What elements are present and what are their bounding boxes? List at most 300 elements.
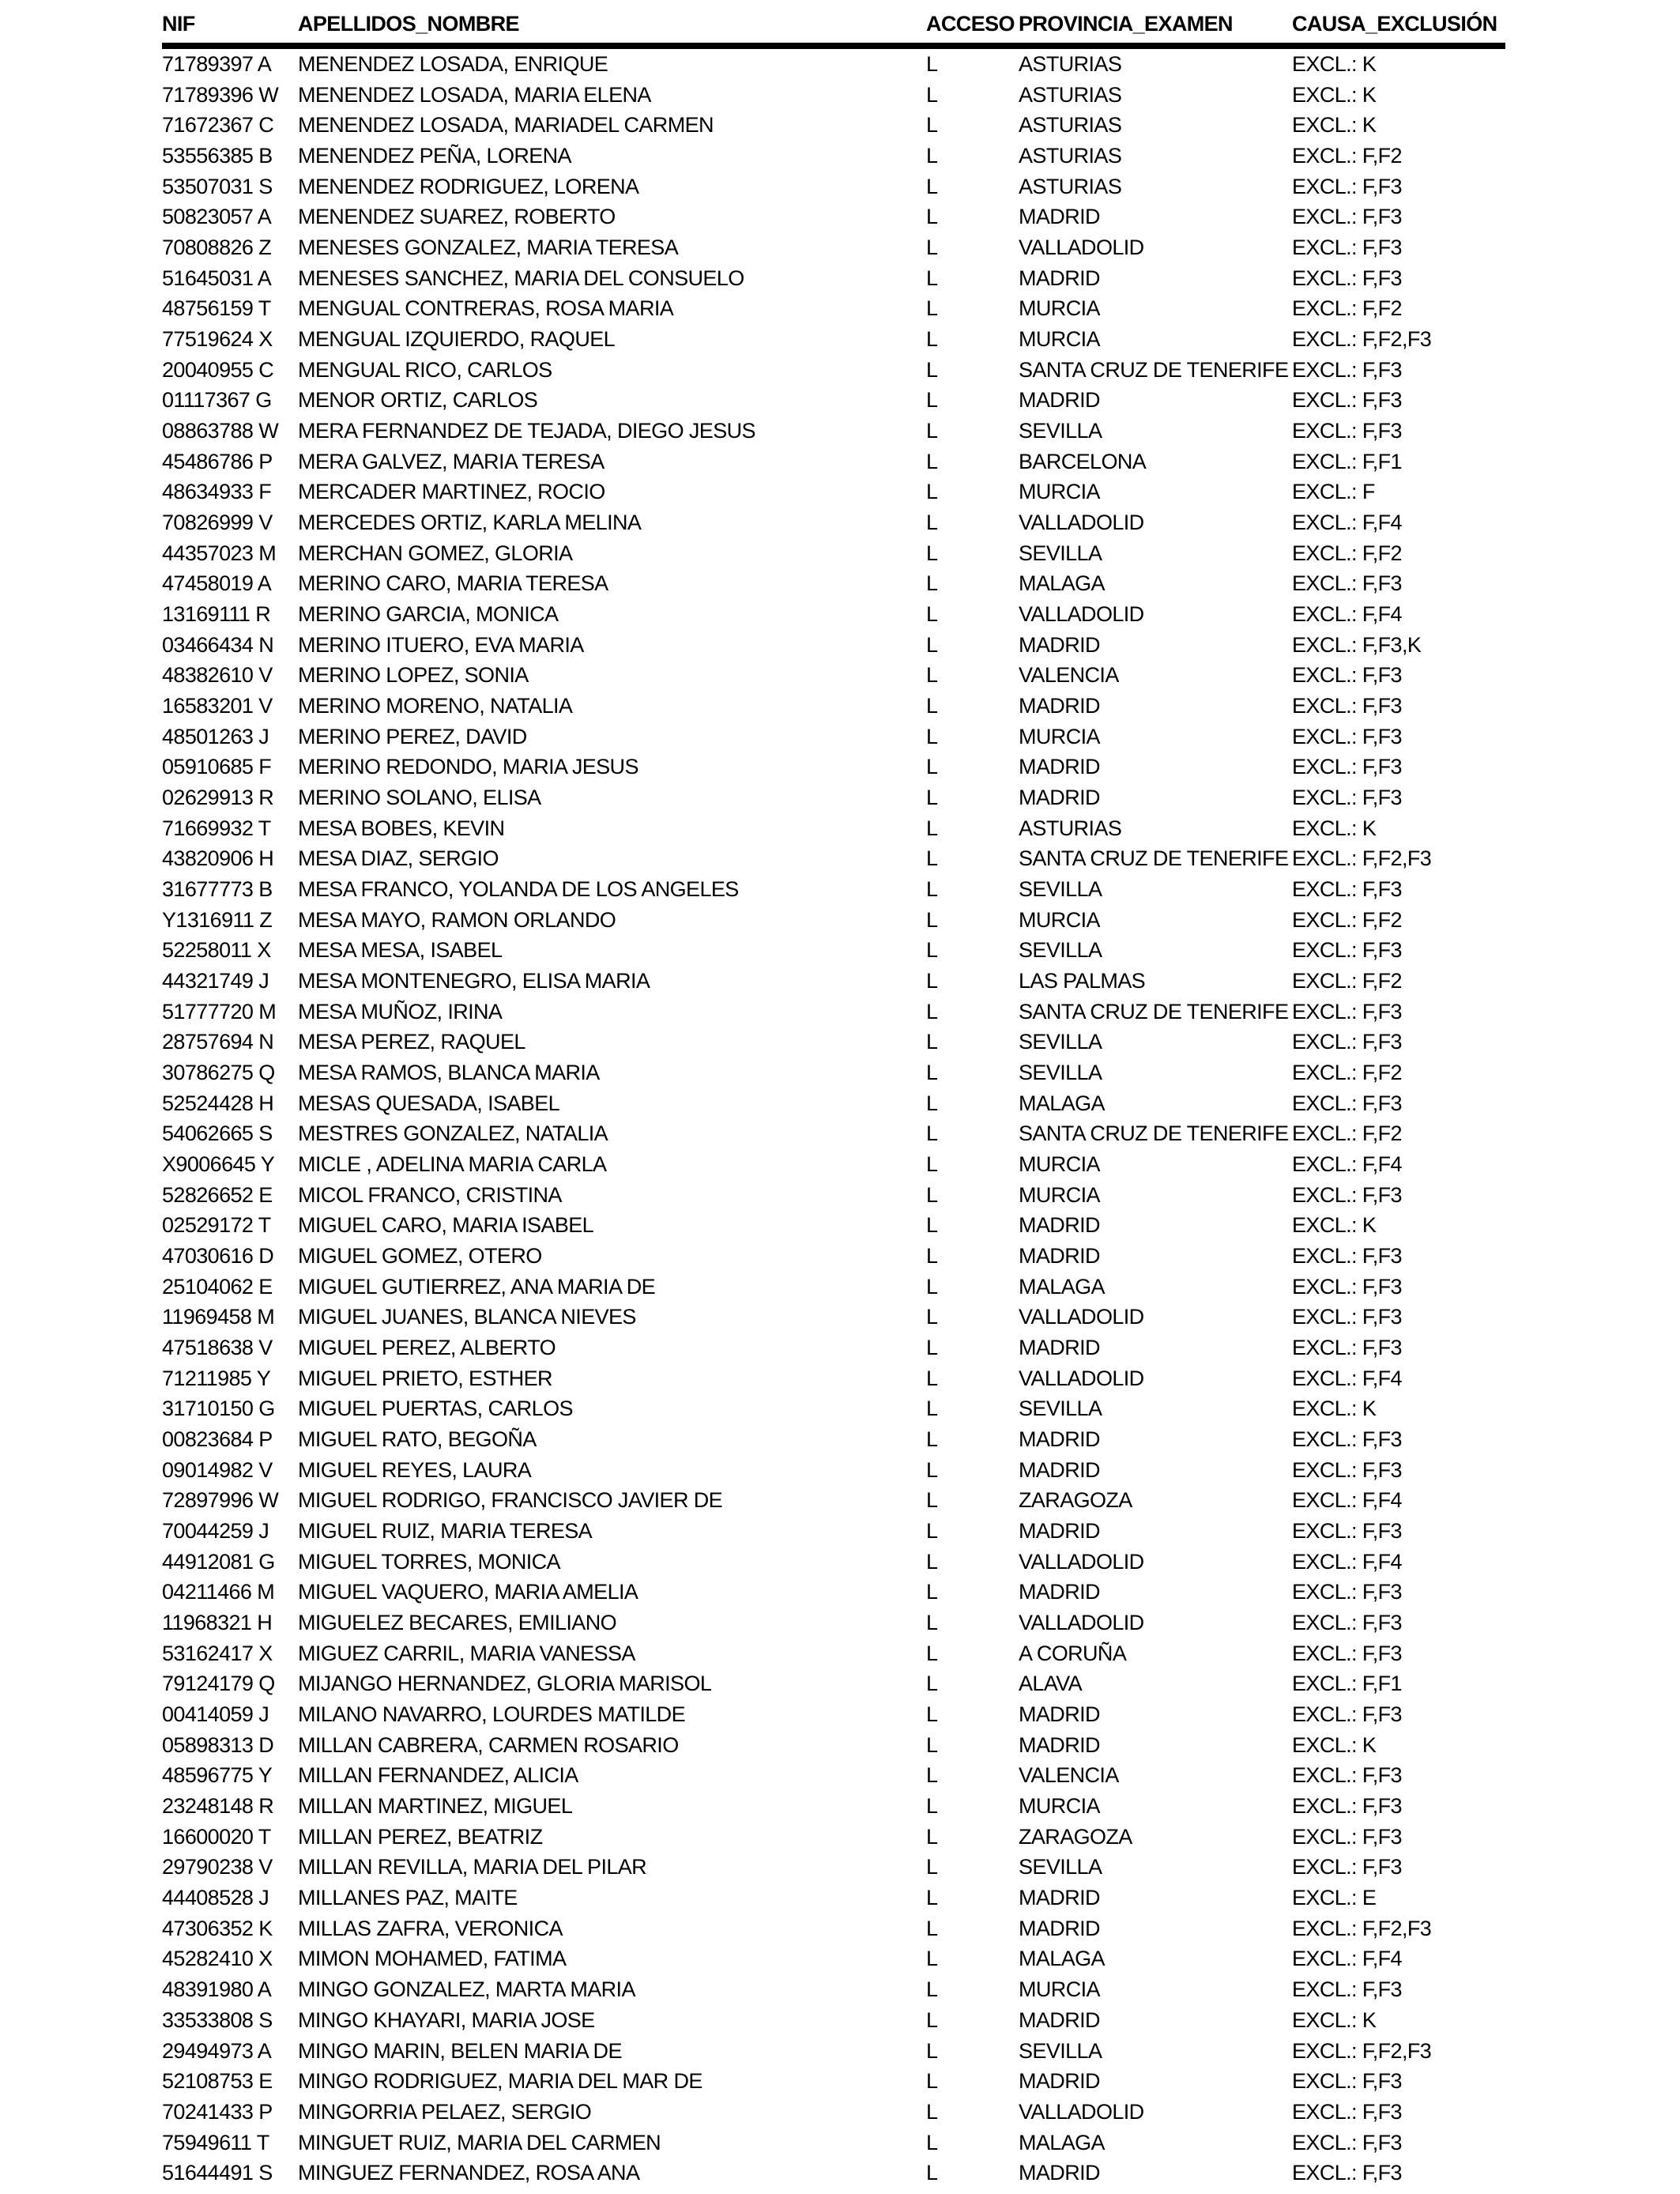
cell-nif: 44408528 J <box>162 1886 269 1910</box>
cell-acceso: L <box>926 1122 938 1146</box>
cell-acceso: L <box>926 1672 938 1696</box>
table-row <box>162 1149 1505 1180</box>
cell-acceso: L <box>926 1336 938 1360</box>
table-row <box>162 1883 1505 1913</box>
cell-causa: EXCL.: F,F3 <box>1292 1274 1402 1299</box>
cell-acceso: L <box>926 82 938 107</box>
cell-name: MINGUET RUIZ, MARIA DEL CARMEN <box>298 2130 661 2154</box>
cell-acceso: L <box>926 1549 938 1574</box>
cell-nif: 71672367 C <box>162 113 274 138</box>
cell-nif: 11968321 H <box>162 1611 273 1635</box>
cell-provincia: MURCIA <box>1019 1182 1100 1207</box>
table-row <box>162 966 1505 997</box>
cell-provincia: SEVILLA <box>1019 876 1102 901</box>
cell-name: MERCADER MARTINEZ, ROCIO <box>298 480 605 504</box>
cell-causa: EXCL.: F,F2,F3 <box>1292 846 1432 871</box>
cell-acceso: L <box>926 1091 938 1115</box>
table-row <box>162 202 1505 232</box>
cell-causa: EXCL.: F,F3,K <box>1292 632 1422 657</box>
cell-nif: 47306352 K <box>162 1916 273 1940</box>
cell-nif: 48382610 V <box>162 663 273 688</box>
cell-provincia: SEVILLA <box>1019 1855 1102 1879</box>
cell-nif: 05898313 D <box>162 1732 274 1757</box>
cell-causa: EXCL.: F,F3 <box>1292 1182 1402 1207</box>
cell-nif: 75949611 T <box>162 2130 269 2154</box>
cell-name: MERINO LOPEZ, SONIA <box>298 663 529 688</box>
cell-acceso: L <box>926 510 938 534</box>
cell-nif: 05910685 F <box>162 755 272 779</box>
cell-provincia: MALAGA <box>1019 1947 1105 1971</box>
cell-nif: 11969458 M <box>162 1305 275 1329</box>
cell-causa: EXCL.: F,F3 <box>1292 1457 1402 1482</box>
cell-provincia: VALLADOLID <box>1019 510 1144 534</box>
table-row <box>162 507 1505 538</box>
cell-name: MIGUEL PRIETO, ESTHER <box>298 1366 552 1390</box>
cell-name: MIGUEL PUERTAS, CARLOS <box>298 1397 573 1421</box>
cell-causa: EXCL.: F,F3 <box>1292 1244 1402 1269</box>
cell-nif: 71789396 W <box>162 82 279 107</box>
cell-acceso: L <box>926 1977 938 2002</box>
cell-provincia: MURCIA <box>1019 296 1100 321</box>
cell-acceso: L <box>926 724 938 748</box>
table-row <box>162 1791 1505 1822</box>
table-row <box>162 1944 1505 1975</box>
cell-provincia: A CORUÑA <box>1019 1641 1127 1665</box>
cell-name: MIGUEL CARO, MARIA ISABEL <box>298 1213 594 1238</box>
cell-nif: 51645031 A <box>162 266 272 290</box>
cell-nif: 51777720 M <box>162 999 277 1023</box>
cell-causa: EXCL.: F,F4 <box>1292 1366 1402 1390</box>
cell-name: MERINO PEREZ, DAVID <box>298 724 527 748</box>
cell-causa: EXCL.: F,F3 <box>1292 1336 1402 1360</box>
cell-acceso: L <box>926 2161 938 2185</box>
cell-name: MENGUAL IZQUIERDO, RAQUEL <box>298 326 616 351</box>
cell-causa: EXCL.: F,F3 <box>1292 1030 1402 1054</box>
cell-provincia: SANTA CRUZ DE TENERIFE <box>1019 357 1289 382</box>
cell-name: MESA BOBES, KEVIN <box>298 816 505 840</box>
table-row <box>162 80 1505 111</box>
column-header-causa: CAUSA_EXCLUSIÓN <box>1292 11 1497 36</box>
cell-name: MIGUEL GUTIERREZ, ANA MARIA DE <box>298 1274 656 1299</box>
cell-causa: EXCL.: E <box>1292 1886 1377 1910</box>
cell-name: MIGUEL RATO, BEGOÑA <box>298 1427 537 1452</box>
cell-causa: EXCL.: K <box>1292 2007 1377 2032</box>
cell-provincia: MADRID <box>1019 1886 1100 1910</box>
cell-name: MESA MAYO, RAMON ORLANDO <box>298 907 616 932</box>
table-row <box>162 1608 1505 1638</box>
table-row <box>162 752 1505 782</box>
cell-nif: 30786275 Q <box>162 1061 275 1084</box>
cell-acceso: L <box>926 541 938 565</box>
cell-name: MERINO CARO, MARIA TERESA <box>298 571 608 596</box>
cell-causa: EXCL.: K <box>1292 113 1377 138</box>
cell-nif: 48501263 J <box>162 724 269 748</box>
cell-nif: Y1316911 Z <box>162 907 273 932</box>
cell-provincia: MADRID <box>1019 1702 1100 1727</box>
cell-name: MILLANES PAZ, MAITE <box>298 1886 518 1910</box>
cell-causa: EXCL.: K <box>1292 82 1377 107</box>
cell-nif: 03466434 N <box>162 632 274 657</box>
cell-name: MIGUEL TORRES, MONICA <box>298 1549 560 1574</box>
table-row <box>162 447 1505 477</box>
cell-nif: 77519624 X <box>162 326 273 351</box>
cell-nif: 13169111 R <box>162 601 271 626</box>
cell-nif: 45486786 P <box>162 449 273 473</box>
cell-causa: EXCL.: F,F2 <box>1292 1061 1402 1084</box>
cell-acceso: L <box>926 1030 938 1054</box>
table-row <box>162 2005 1505 2036</box>
cell-acceso: L <box>926 785 938 809</box>
cell-acceso: L <box>926 388 938 413</box>
table-row <box>162 1455 1505 1486</box>
table-row <box>162 2066 1505 2097</box>
cell-nif: 00414059 J <box>162 1702 269 1727</box>
cell-provincia: MURCIA <box>1019 480 1100 504</box>
cell-nif: 50823057 A <box>162 205 272 229</box>
cell-acceso: L <box>926 1947 938 1971</box>
cell-provincia: MADRID <box>1019 1427 1100 1452</box>
cell-provincia: ASTURIAS <box>1019 174 1122 198</box>
cell-acceso: L <box>926 571 938 596</box>
table-row <box>162 691 1505 722</box>
cell-provincia: SANTA CRUZ DE TENERIFE <box>1019 999 1289 1023</box>
cell-provincia: ZARAGOZA <box>1019 1824 1132 1849</box>
table-row <box>162 385 1505 416</box>
cell-nif: 25104062 E <box>162 1274 273 1299</box>
cell-causa: EXCL.: F,F2 <box>1292 1122 1402 1146</box>
cell-causa: EXCL.: F,F3 <box>1292 266 1402 290</box>
cell-provincia: LAS PALMAS <box>1019 968 1146 993</box>
table-row <box>162 1761 1505 1792</box>
cell-name: MENENDEZ LOSADA, ENRIQUE <box>298 51 608 76</box>
cell-causa: EXCL.: F,F3 <box>1292 663 1402 688</box>
table-row <box>162 935 1505 966</box>
table-header-row <box>162 5 1505 43</box>
cell-causa: EXCL.: F,F3 <box>1292 693 1402 718</box>
cell-causa: EXCL.: F,F3 <box>1292 2130 1402 2154</box>
table-row <box>162 324 1505 355</box>
cell-acceso: L <box>926 1427 938 1452</box>
cell-name: MENOR ORTIZ, CARLOS <box>298 388 538 413</box>
table-row <box>162 660 1505 691</box>
cell-nif: 31710150 G <box>162 1397 275 1421</box>
cell-causa: EXCL.: F,F3 <box>1292 2161 1402 2185</box>
cell-provincia: SEVILLA <box>1019 938 1102 963</box>
cell-provincia: BARCELONA <box>1019 449 1147 473</box>
table-row <box>162 1822 1505 1853</box>
cell-provincia: SANTA CRUZ DE TENERIFE <box>1019 1122 1289 1146</box>
cell-name: MENENDEZ LOSADA, MARIA ELENA <box>298 82 651 107</box>
cell-name: MERINO SOLANO, ELISA <box>298 785 541 809</box>
cell-provincia: MADRID <box>1019 1519 1100 1544</box>
cell-acceso: L <box>926 663 938 688</box>
cell-name: MERCEDES ORTIZ, KARLA MELINA <box>298 510 642 534</box>
cell-name: MINGO KHAYARI, MARIA JOSE <box>298 2007 595 2032</box>
table-row <box>162 355 1505 386</box>
cell-acceso: L <box>926 480 938 504</box>
cell-acceso: L <box>926 2130 938 2154</box>
cell-nif: 47030616 D <box>162 1244 274 1269</box>
cell-provincia: SANTA CRUZ DE TENERIFE <box>1019 846 1289 871</box>
column-header-name: APELLIDOS_NOMBRE <box>298 11 519 36</box>
cell-provincia: MADRID <box>1019 1580 1100 1604</box>
cell-acceso: L <box>926 1061 938 1084</box>
cell-name: MESA PEREZ, RAQUEL <box>298 1030 525 1054</box>
cell-acceso: L <box>926 1152 938 1177</box>
cell-name: MERINO REDONDO, MARIA JESUS <box>298 755 638 779</box>
cell-provincia: VALENCIA <box>1019 1763 1119 1788</box>
cell-provincia: MADRID <box>1019 2161 1100 2185</box>
cell-name: MERINO MORENO, NATALIA <box>298 693 573 718</box>
cell-causa: EXCL.: K <box>1292 51 1377 76</box>
cell-provincia: MADRID <box>1019 2069 1100 2094</box>
cell-acceso: L <box>926 1732 938 1757</box>
table-row <box>162 2036 1505 2067</box>
cell-nif: 70241433 P <box>162 2099 273 2124</box>
table-row <box>162 599 1505 630</box>
cell-name: MINGO RODRIGUEZ, MARIA DEL MAR DE <box>298 2069 703 2094</box>
cell-name: MIGUEL REYES, LAURA <box>298 1457 532 1482</box>
cell-acceso: L <box>926 816 938 840</box>
cell-acceso: L <box>926 1305 938 1329</box>
cell-causa: EXCL.: F,F3 <box>1292 999 1402 1023</box>
cell-acceso: L <box>926 1916 938 1940</box>
cell-name: MENENDEZ LOSADA, MARIADEL CARMEN <box>298 113 714 138</box>
table-row <box>162 1516 1505 1547</box>
exclusion-list-table <box>162 5 1505 2188</box>
table-row <box>162 1669 1505 1700</box>
cell-causa: EXCL.: F,F3 <box>1292 1763 1402 1788</box>
cell-causa: EXCL.: F,F3 <box>1292 1427 1402 1452</box>
cell-nif: 52108753 E <box>162 2069 273 2094</box>
table-row <box>162 49 1505 80</box>
table-row <box>162 813 1505 844</box>
cell-causa: EXCL.: F,F2 <box>1292 143 1402 168</box>
cell-provincia: MADRID <box>1019 1916 1100 1940</box>
cell-nif: 00823684 P <box>162 1427 273 1452</box>
cell-name: MERCHAN GOMEZ, GLORIA <box>298 541 573 565</box>
cell-provincia: SEVILLA <box>1019 1061 1102 1084</box>
cell-provincia: VALLADOLID <box>1019 1305 1144 1329</box>
cell-causa: EXCL.: F,F3 <box>1292 388 1402 413</box>
cell-causa: EXCL.: F,F4 <box>1292 601 1402 626</box>
cell-causa: EXCL.: K <box>1292 1397 1377 1421</box>
cell-acceso: L <box>926 1855 938 1879</box>
cell-nif: 54062665 S <box>162 1122 273 1146</box>
cell-nif: 48634933 F <box>162 480 272 504</box>
table-row <box>162 2158 1505 2188</box>
cell-acceso: L <box>926 2069 938 2094</box>
cell-causa: EXCL.: F,F2,F3 <box>1292 2038 1432 2063</box>
cell-provincia: SEVILLA <box>1019 1397 1102 1421</box>
cell-name: MILLAN FERNANDEZ, ALICIA <box>298 1763 578 1788</box>
cell-causa: EXCL.: F,F2,F3 <box>1292 1916 1432 1940</box>
cell-causa: EXCL.: F,F3 <box>1292 1855 1402 1879</box>
cell-acceso: L <box>926 938 938 963</box>
cell-causa: EXCL.: F,F1 <box>1292 449 1402 473</box>
table-row <box>162 538 1505 569</box>
cell-acceso: L <box>926 1886 938 1910</box>
cell-name: MIGUEL VAQUERO, MARIA AMELIA <box>298 1580 638 1604</box>
cell-provincia: ZARAGOZA <box>1019 1488 1132 1513</box>
cell-causa: EXCL.: F,F4 <box>1292 1947 1402 1971</box>
cell-causa: EXCL.: F,F3 <box>1292 1611 1402 1635</box>
cell-acceso: L <box>926 2007 938 2032</box>
cell-name: MESA FRANCO, YOLANDA DE LOS ANGELES <box>298 876 739 901</box>
cell-causa: EXCL.: F,F3 <box>1292 1824 1402 1849</box>
table-row <box>162 172 1505 202</box>
cell-provincia: VALLADOLID <box>1019 601 1144 626</box>
table-row <box>162 1088 1505 1119</box>
cell-causa: EXCL.: F,F1 <box>1292 1672 1402 1696</box>
cell-acceso: L <box>926 326 938 351</box>
cell-causa: EXCL.: F,F4 <box>1292 1488 1402 1513</box>
cell-provincia: MURCIA <box>1019 1977 1100 2002</box>
cell-acceso: L <box>926 1702 938 1727</box>
table-row <box>162 1119 1505 1150</box>
cell-acceso: L <box>926 1580 938 1604</box>
cell-name: MERINO GARCIA, MONICA <box>298 601 559 626</box>
cell-nif: 48596775 Y <box>162 1763 273 1788</box>
table-row <box>162 1913 1505 1944</box>
cell-name: MINGO GONZALEZ, MARTA MARIA <box>298 1977 635 2002</box>
table-row <box>162 722 1505 752</box>
cell-name: MESA DIAZ, SERGIO <box>298 846 499 871</box>
table-row <box>162 1333 1505 1363</box>
cell-name: MIGUEL PEREZ, ALBERTO <box>298 1336 556 1360</box>
cell-causa: EXCL.: F,F3 <box>1292 2099 1402 2124</box>
cell-name: MICOL FRANCO, CRISTINA <box>298 1182 562 1207</box>
cell-acceso: L <box>926 876 938 901</box>
cell-nif: 70826999 V <box>162 510 273 534</box>
table-row <box>162 416 1505 447</box>
cell-causa: EXCL.: K <box>1292 1213 1377 1238</box>
table-row <box>162 1027 1505 1058</box>
cell-acceso: L <box>926 266 938 290</box>
cell-provincia: MALAGA <box>1019 571 1105 596</box>
table-row <box>162 1394 1505 1425</box>
cell-nif: 52826652 E <box>162 1182 273 1207</box>
cell-causa: EXCL.: F,F3 <box>1292 785 1402 809</box>
cell-causa: EXCL.: F,F3 <box>1292 571 1402 596</box>
table-row <box>162 1211 1505 1242</box>
table-row <box>162 263 1505 294</box>
cell-name: MINGO MARIN, BELEN MARIA DE <box>298 2038 622 2063</box>
table-body <box>162 49 1505 2188</box>
cell-causa: EXCL.: F,F2 <box>1292 541 1402 565</box>
cell-acceso: L <box>926 449 938 473</box>
cell-nif: 53556385 B <box>162 143 273 168</box>
cell-provincia: MURCIA <box>1019 326 1100 351</box>
cell-provincia: MADRID <box>1019 1732 1100 1757</box>
cell-name: MIGUEZ CARRIL, MARIA VANESSA <box>298 1641 635 1665</box>
cell-causa: EXCL.: F,F3 <box>1292 938 1402 963</box>
cell-nif: 04211466 M <box>162 1580 275 1604</box>
cell-causa: EXCL.: F,F2 <box>1292 907 1402 932</box>
cell-name: MESA MONTENEGRO, ELISA MARIA <box>298 968 650 993</box>
table-row <box>162 1302 1505 1333</box>
table-row <box>162 1057 1505 1088</box>
cell-nif: 01117367 G <box>162 388 272 413</box>
cell-causa: EXCL.: F,F2 <box>1292 296 1402 321</box>
cell-provincia: SEVILLA <box>1019 418 1102 443</box>
cell-name: MILANO NAVARRO, LOURDES MATILDE <box>298 1702 685 1727</box>
cell-nif: 71211985 Y <box>162 1366 271 1390</box>
cell-provincia: ASTURIAS <box>1019 82 1122 107</box>
cell-nif: 16583201 V <box>162 693 273 718</box>
cell-nif: 29790238 V <box>162 1855 273 1879</box>
cell-provincia: VALENCIA <box>1019 663 1119 688</box>
cell-nif: 33533808 S <box>162 2007 273 2032</box>
cell-provincia: ASTURIAS <box>1019 816 1122 840</box>
cell-nif: 23248148 R <box>162 1794 274 1819</box>
cell-provincia: MADRID <box>1019 1457 1100 1482</box>
cell-nif: 44357023 M <box>162 541 277 565</box>
table-row <box>162 1547 1505 1578</box>
table-row <box>162 1180 1505 1211</box>
cell-name: MIGUEL RODRIGO, FRANCISCO JAVIER DE <box>298 1488 723 1513</box>
table-row <box>162 568 1505 599</box>
cell-acceso: L <box>926 968 938 993</box>
header-rule <box>162 43 1505 49</box>
cell-name: MENENDEZ PEÑA, LORENA <box>298 143 571 168</box>
cell-provincia: SEVILLA <box>1019 541 1102 565</box>
cell-acceso: L <box>926 1641 938 1665</box>
cell-nif: 44321749 J <box>162 968 269 993</box>
cell-causa: EXCL.: F,F3 <box>1292 1641 1402 1665</box>
cell-provincia: ASTURIAS <box>1019 51 1122 76</box>
cell-name: MERINO ITUERO, EVA MARIA <box>298 632 584 657</box>
cell-name: MILLAN PEREZ, BEATRIZ <box>298 1824 543 1849</box>
cell-acceso: L <box>926 2038 938 2063</box>
cell-provincia: MALAGA <box>1019 1274 1105 1299</box>
cell-provincia: MADRID <box>1019 2007 1100 2032</box>
cell-nif: 02529172 T <box>162 1213 271 1238</box>
cell-causa: EXCL.: F,F3 <box>1292 2069 1402 2094</box>
cell-acceso: L <box>926 1366 938 1390</box>
cell-acceso: L <box>926 296 938 321</box>
cell-nif: X9006645 Y <box>162 1152 275 1177</box>
cell-nif: 47458019 A <box>162 571 272 596</box>
cell-acceso: L <box>926 999 938 1023</box>
cell-causa: EXCL.: F,F3 <box>1292 1519 1402 1544</box>
cell-name: MENGUAL RICO, CARLOS <box>298 357 552 382</box>
cell-nif: 20040955 C <box>162 357 274 382</box>
cell-provincia: MURCIA <box>1019 1794 1100 1819</box>
column-header-provincia: PROVINCIA_EXAMEN <box>1019 11 1233 36</box>
cell-name: MIJANGO HERNANDEZ, GLORIA MARISOL <box>298 1672 712 1696</box>
cell-nif: 51644491 S <box>162 2161 273 2185</box>
cell-nif: 48756159 T <box>162 296 271 321</box>
cell-name: MERA FERNANDEZ DE TEJADA, DIEGO JESUS <box>298 418 755 443</box>
table-row <box>162 232 1505 263</box>
table-row <box>162 1578 1505 1608</box>
cell-provincia: MADRID <box>1019 755 1100 779</box>
cell-causa: EXCL.: F,F4 <box>1292 1549 1402 1574</box>
cell-acceso: L <box>926 143 938 168</box>
table-row <box>162 630 1505 661</box>
cell-provincia: VALLADOLID <box>1019 1611 1144 1635</box>
cell-nif: 02629913 R <box>162 785 274 809</box>
cell-causa: EXCL.: F,F3 <box>1292 1305 1402 1329</box>
cell-nif: 43820906 H <box>162 846 274 871</box>
table-row <box>162 1363 1505 1394</box>
cell-name: MIMON MOHAMED, FATIMA <box>298 1947 567 1971</box>
cell-acceso: L <box>926 205 938 229</box>
cell-name: MESAS QUESADA, ISABEL <box>298 1091 560 1115</box>
cell-name: MILLAN MARTINEZ, MIGUEL <box>298 1794 573 1819</box>
cell-provincia: MALAGA <box>1019 2130 1105 2154</box>
